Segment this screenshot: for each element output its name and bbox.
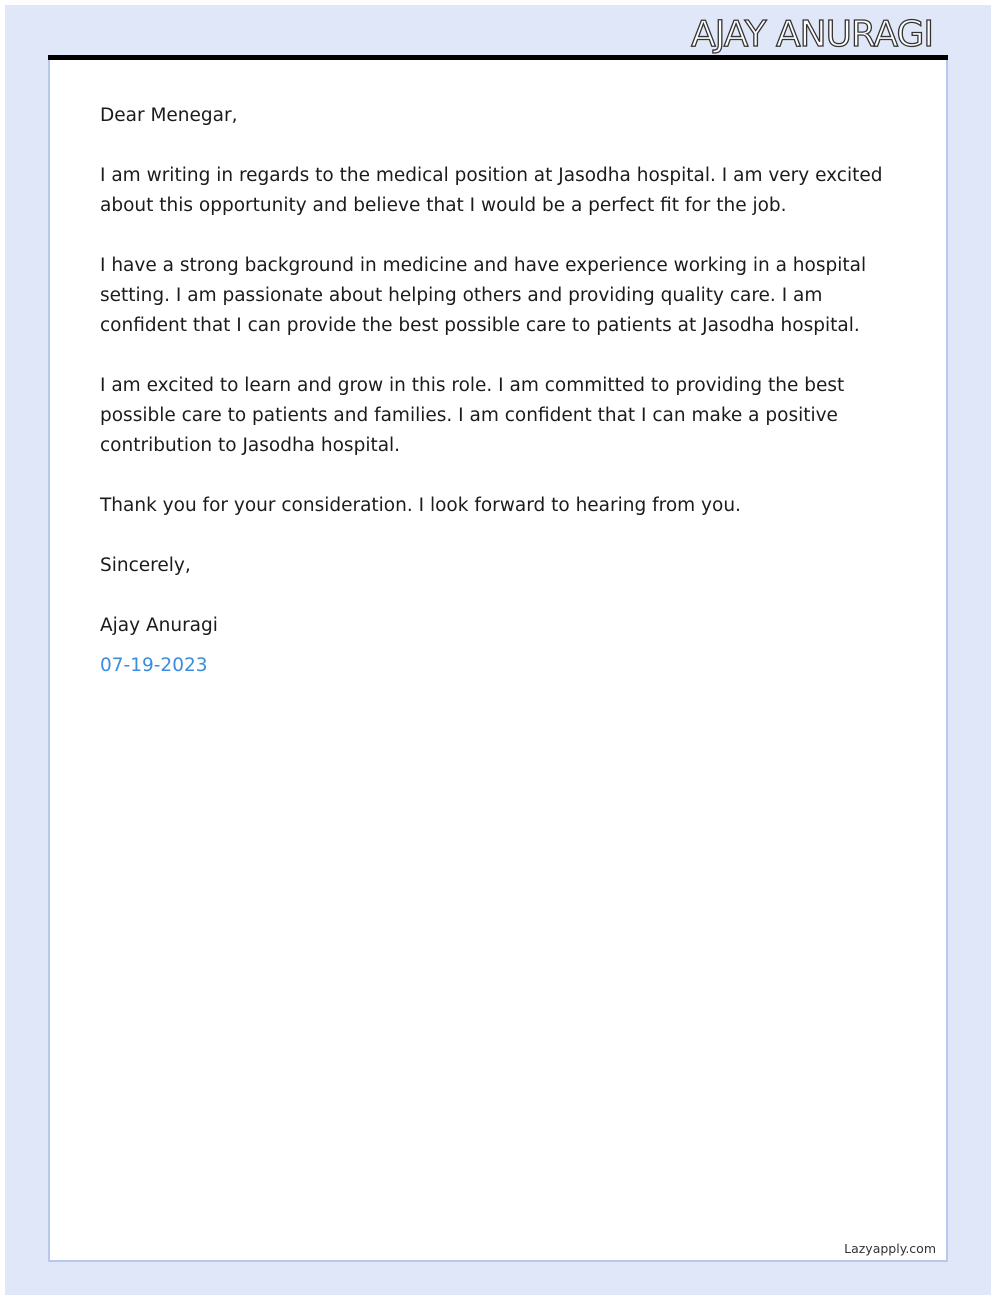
letter-date: 07-19-2023 <box>100 655 208 676</box>
paragraph-background: I have a strong background in medicine and have experience working in a hospital setting. I am passionate about helping others and providing quality care. I am confident that I can provide the best possible care to patients at Jasodha hospital. <box>100 255 867 336</box>
letter-page <box>5 5 991 1295</box>
letter-sheet <box>48 60 948 1262</box>
paragraph-thanks: Thank you for your consideration. I look forward to hearing from you. <box>100 495 741 516</box>
letter-body <box>100 101 900 681</box>
paragraph-intro: I am writing in regards to the medical position at Jasodha hospital. I am very excited about this opportunity and believe that I would be a perfect fit for the job. <box>100 165 883 216</box>
salutation: Dear Menegar, <box>100 105 238 126</box>
signature-name: Ajay Anuragi <box>100 615 218 636</box>
applicant-name-header: AJAY ANURAGI <box>691 14 933 55</box>
closing: Sincerely, <box>100 555 191 576</box>
paragraph-commitment: I am excited to learn and grow in this role. I am committed to providing the best possible care to patients and families. I am confident that I can make a positive contribution to Jasodha hospital. <box>100 375 845 456</box>
footer-brand: Lazyapply.com <box>844 1241 936 1256</box>
